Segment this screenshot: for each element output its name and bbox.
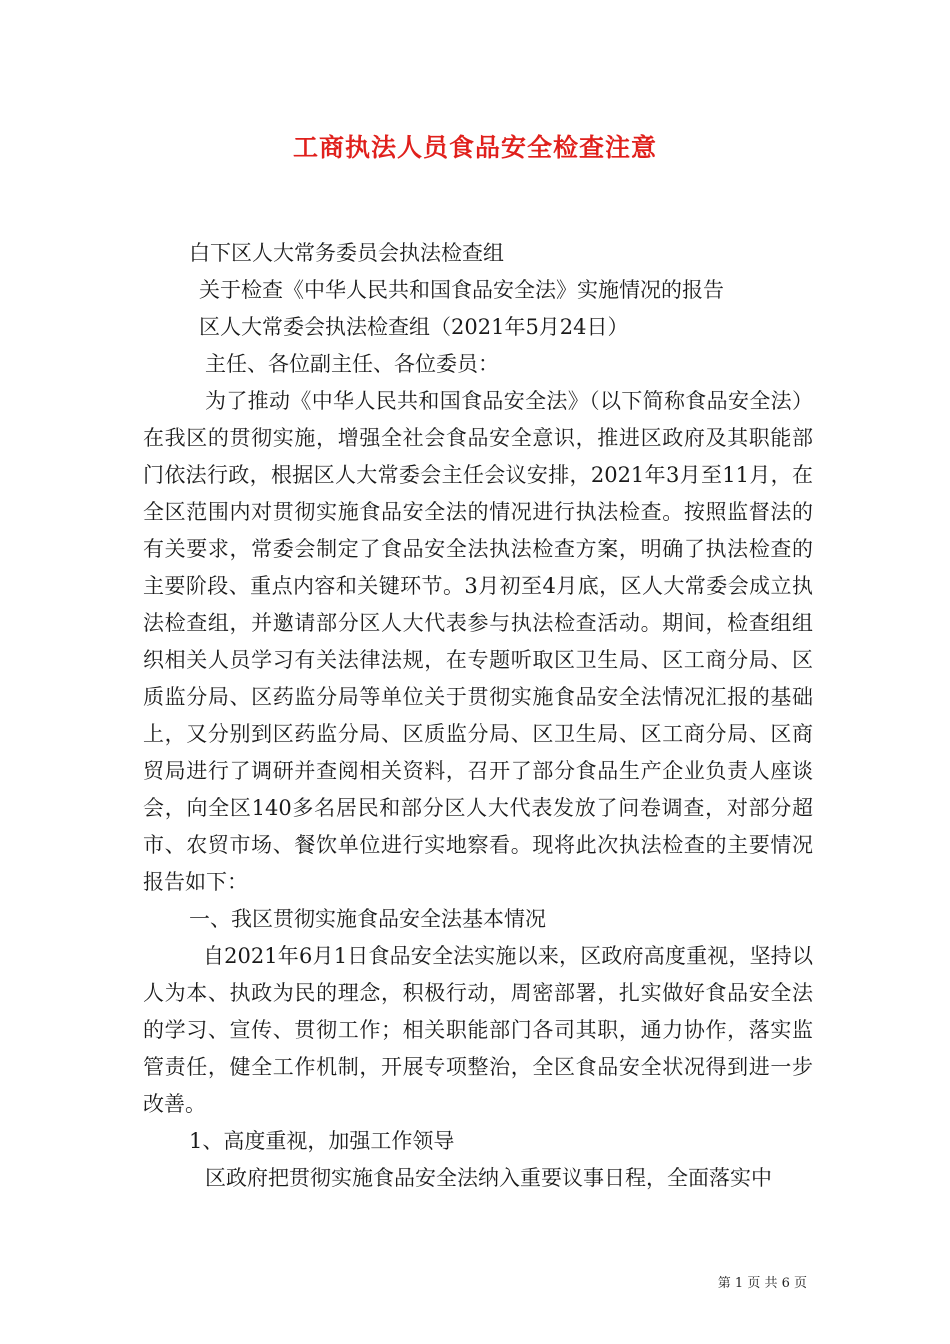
page-number-footer: 第 1 页 共 6 页 [717, 1276, 807, 1291]
paragraph-date-line: 区人大常委会执法检查组（2021年5月24日） [199, 315, 629, 339]
section-heading-1: 一、我区贯彻实施食品安全法基本情况 [189, 907, 546, 931]
document-title: 工商执法人员食品安全检查注意 [292, 133, 657, 162]
paragraph-issuer: 白下区人大常务委员会执法检查组 [189, 241, 504, 265]
paragraph-report-title: 关于检查《中华人民共和国食品安全法》实施情况的报告 [199, 278, 724, 302]
paragraph-intro: 为了推动《中华人民共和国食品安全法》（以下简称食品安全法）在我区的贯彻实施，增强全社会食品安全意识，推进区政府及其职能部门依法行政，根据区人大常委会主任会议安排，2021年3月至11月，在全区范围内对贯彻实施食品安全法的情况进行执法检查。按照监督法的有关要求，常委会制定了食品安全法执法检查方案，明确了执法检查的主要阶段、重点内容和关键环节。3月初至4月底，区人大常委会成立执法检查组，并邀请部分区人大代表参与执法检查活动。期间，检查组组织相关人员学习有关法律法规，在专题听取区卫生局、区工商分局、区质监分局、区药监分局等单位关于贯彻实施食品安全法情况汇报的基础上，又分别到区药监分局、区质监分局、区卫生局、区工商分局、区商贸局进行了调研并查阅相关资料，召开了部分食品生产企业负责人座谈会，向全区140多名居民和部分区人大代表发放了问卷调查，对部分超市、农贸市场、餐饮单位进行实地察看。现将此次执法检查的主要情况报告如下： [143, 389, 813, 894]
paragraph-section-1: 自2021年6月1日食品安全法实施以来，区政府高度重视，坚持以人为本、执政为民的理念，积极行动，周密部署，扎实做好食品安全法的学习、宣传、贯彻工作；相关职能部门各司其职，通力协作，落实监管责任，健全工作机制，开展专项整治，全区食品安全状况得到进一步改善。 [143, 944, 813, 1116]
paragraph-subsection-1: 区政府把贯彻实施食品安全法纳入重要议事日程，全面落实中 [205, 1166, 772, 1190]
document-body [143, 235, 813, 1197]
paragraph-salutation: 主任、各位副主任、各位委员： [205, 352, 499, 376]
subsection-heading-1: 1、高度重视，加强工作领导 [189, 1129, 455, 1153]
